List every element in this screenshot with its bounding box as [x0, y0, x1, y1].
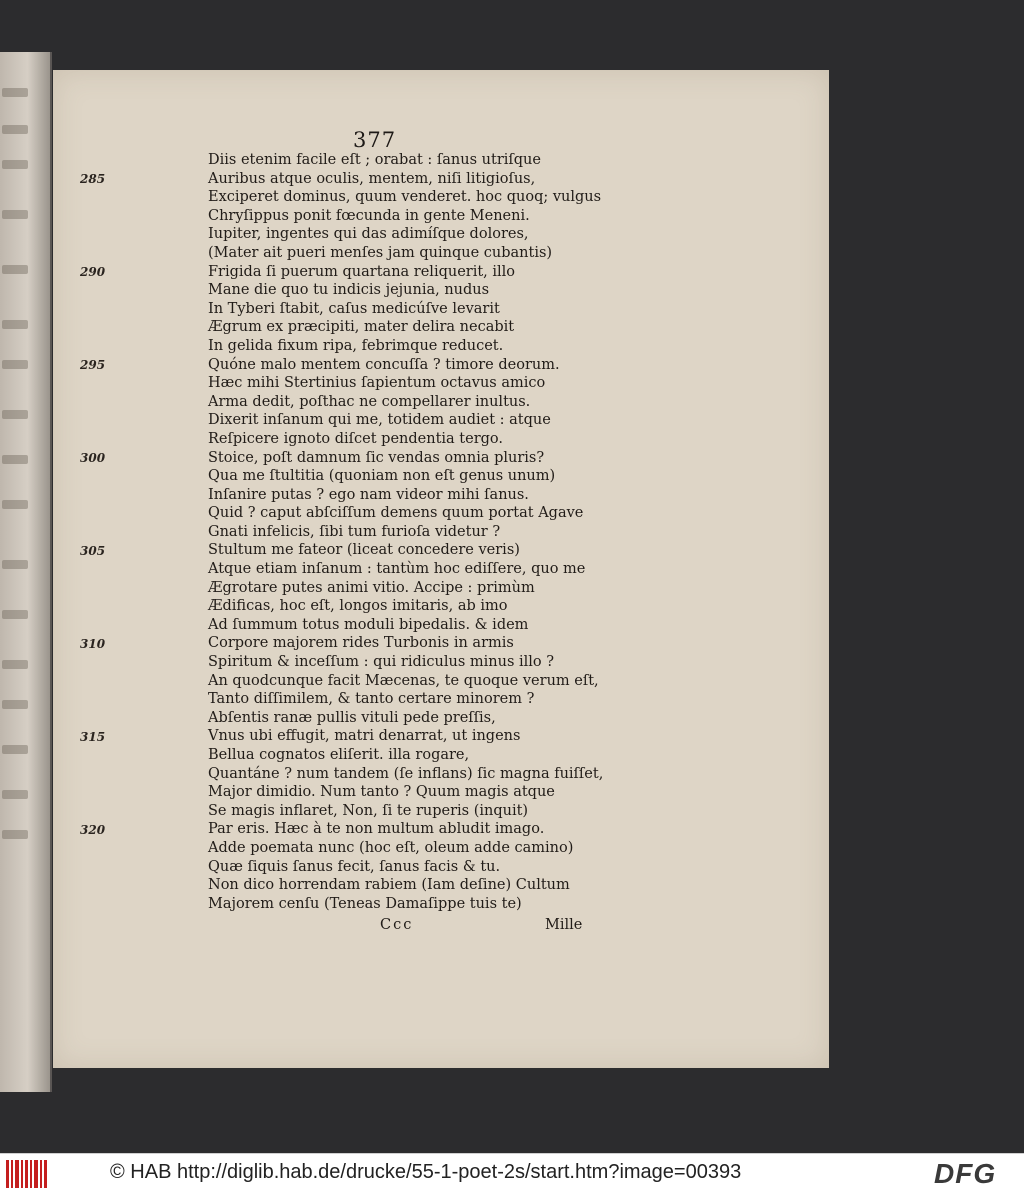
- facing-page-bleed: [2, 125, 28, 134]
- verse-line: (Mater ait pueri menſes jam quinque cubantis): [208, 244, 553, 261]
- marginal-line-number: 310: [80, 636, 106, 651]
- facing-page-bleed: [2, 88, 28, 97]
- footer-bar: [0, 1153, 1024, 1194]
- verse-line: Atque etiam inſanum : tantùm hoc ediſſere, quo me: [208, 561, 586, 578]
- verse-line: Ægrotare putes animi vitio. Accipe : primùm: [208, 579, 535, 596]
- facing-page-bleed: [2, 360, 28, 369]
- marginal-line-number: 315: [80, 729, 106, 744]
- verse-line: Ad ſummum totus moduli bipedalis. & idem: [208, 616, 529, 633]
- verse-line: Major dimidio. Num tanto ? Quum magis atque: [208, 784, 555, 801]
- barcode-icon: [6, 1160, 48, 1188]
- verse-line: Ædificas, hoc eſt, longos imitaris, ab imo: [208, 598, 508, 615]
- verse-line: Spiritum & inceſſum : qui ridiculus minus illo ?: [208, 654, 555, 671]
- signature-mark: Ccc: [380, 917, 414, 933]
- marginal-line-number: 320: [80, 822, 106, 837]
- verse-line: Non dico horrendam rabiem (Iam deſine) Cultum: [208, 877, 570, 894]
- verse-line: Chryſippus ponit fœcunda in gente Meneni.: [208, 207, 530, 224]
- verse-line: Majorem cenſu (Teneas Damaſippe tuis te): [208, 895, 522, 912]
- verse-line: An quodcunque facit Mæcenas, te quoque verum eſt,: [208, 672, 599, 689]
- facing-page-bleed: [2, 265, 28, 274]
- verse-line: Frigida ſi puerum quartana reliquerit, illo: [208, 263, 516, 280]
- verse-line: Vnus ubi effugit, matri denarrat, ut ingens: [208, 728, 521, 745]
- dfg-logo: DFG: [934, 1158, 997, 1189]
- verse-line: Dixerit inſanum qui me, totidem audiet : atque: [208, 412, 551, 429]
- facing-page-bleed: [2, 320, 28, 329]
- marginal-line-number: 305: [80, 543, 106, 558]
- facing-page-bleed: [2, 790, 28, 799]
- verse-line: In Tyberi ſtabit, caſus medicúſve levarit: [208, 300, 500, 317]
- facing-page-bleed: [2, 700, 28, 709]
- verse-line: Quóne malo mentem concuſſa ? timore deorum.: [208, 356, 560, 373]
- verse-line: Reſpicere ignoto diſcet pendentia tergo.: [208, 430, 504, 447]
- verse-line: Diis etenim facile eſt ; orabat : ſanus utriſque: [208, 152, 541, 168]
- facing-page-bleed: [2, 455, 28, 464]
- verse-line: Iupiter, ingentes qui das adimíſque dolores,: [208, 226, 529, 243]
- verse-line: Gnati infelicis, ſibi tum furioſa videtur ?: [208, 523, 501, 540]
- verse-line: Inſanire putas ? ego nam videor mihi ſanus.: [208, 486, 529, 503]
- verse-line: In gelida fixum ripa, febrimque reducet.: [208, 337, 504, 354]
- verse-line: Quid ? caput abſciſſum demens quum portat Agave: [208, 505, 584, 522]
- verse-text: [208, 151, 603, 913]
- verse-line: Par eris. Hæc à te non multum abludit imago.: [208, 821, 545, 838]
- verse-line: Exciperet dominus, quum venderet. hoc quoq; vulgus: [208, 189, 602, 206]
- verse-line: Auribus atque oculis, mentem, niſi litigioſus,: [208, 170, 536, 187]
- verse-line: Mane die quo tu indicis jejunia, nudus: [208, 282, 490, 299]
- verse-line: Quantáne ? num tandem (ſe inflans) ſic magna fuiſſet,: [208, 765, 604, 782]
- verse-line: Tanto diſſimilem, & tanto certare minorem ?: [208, 691, 535, 708]
- verse-line: Hæc mihi Stertinius ſapientum octavus amico: [208, 375, 546, 392]
- verse-line: Se magis inflaret, Non, ſi te ruperis (inquit): [208, 802, 529, 819]
- verse-line: Adde poemata nunc (hoc eſt, oleum adde camino): [208, 839, 574, 856]
- verse-line: Ægrum ex præcipiti, mater delira necabit: [208, 319, 515, 336]
- marginal-line-number: 300: [80, 450, 106, 465]
- verse-line: Abſentis ranæ pullis vituli pede preſſis,: [208, 709, 496, 726]
- facing-page-bleed: [2, 660, 28, 669]
- verse-line: Quæ ſiquis ſanus fecit, ſanus facis & tu.: [208, 858, 501, 875]
- verse-line: Arma dedit, poſthac ne compellarer inultus.: [208, 393, 531, 410]
- facing-page-bleed: [2, 745, 28, 754]
- verse-line: Corpore majorem rides Turbonis in armis: [208, 635, 514, 652]
- marginal-line-number: 295: [80, 357, 106, 372]
- catchword: Mille: [545, 917, 583, 933]
- facing-page-bleed: [2, 610, 28, 619]
- facing-page-bleed: [2, 160, 28, 169]
- facing-page-bleed: [2, 830, 28, 839]
- verse-line: Bellua cognatos eliſerit. illa rogare,: [208, 747, 470, 763]
- page-number: 377: [353, 128, 397, 152]
- facing-page-bleed: [2, 500, 28, 509]
- marginal-line-number: 285: [80, 171, 106, 186]
- facing-page-edge: [0, 52, 52, 1092]
- verse-line: Stultum me fateor (liceat concedere veris): [208, 542, 520, 559]
- facing-page-bleed: [2, 210, 28, 219]
- verse-line: Stoice, poſt damnum ſic vendas omnia pluris?: [208, 449, 545, 466]
- marginal-line-number: 290: [80, 264, 106, 279]
- footer-credit-link[interactable]: © HAB http://diglib.hab.de/drucke/55-1-poet-2s/start.htm?image=00393: [110, 1161, 742, 1183]
- facing-page-bleed: [2, 410, 28, 419]
- verse-line: Qua me ſtultitia (quoniam non eſt genus unum): [208, 468, 556, 485]
- facing-page-bleed: [2, 560, 28, 569]
